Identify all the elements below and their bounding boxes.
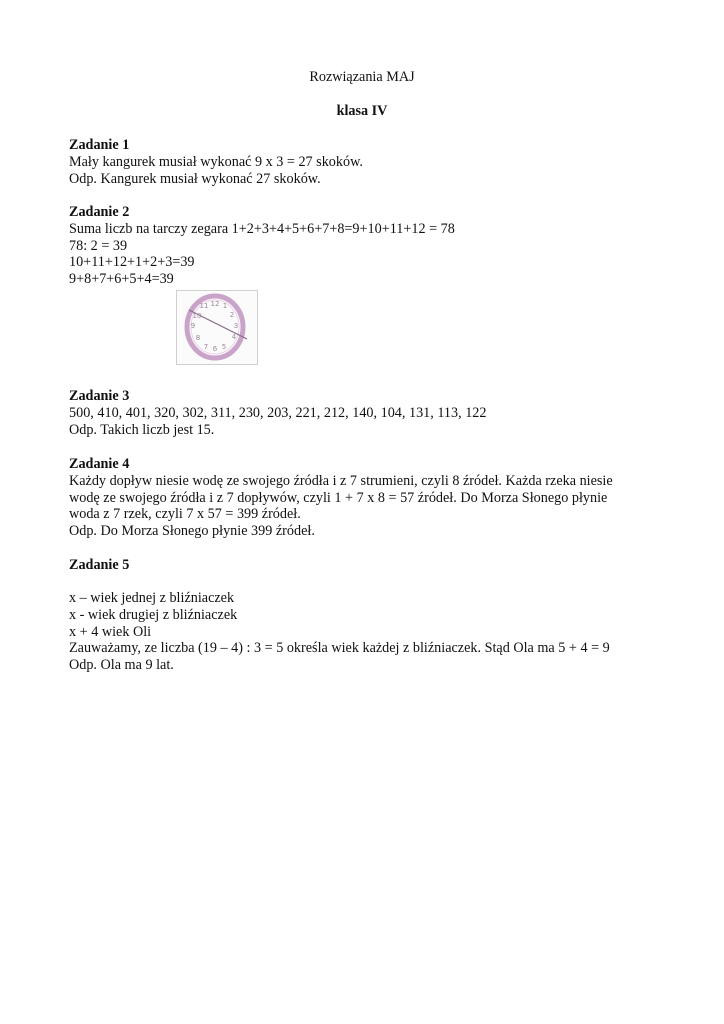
clock-numeral: 7 [203,343,209,351]
clock-numeral: 10 [192,312,202,320]
task-2 [69,204,669,288]
task-line: 10+11+12+1+2+3=39 [69,254,195,271]
task-line: Odp. Kangurek musiał wykonać 27 skoków. [69,170,321,187]
task-line: Odp. Takich liczb jest 15. [69,421,215,438]
clock-numeral: 5 [221,343,227,351]
clock-numeral: 6 [212,345,218,353]
task-line: Każdy dopływ niesie wodę ze swojego źródła i z 7 strumieni, czyli 8 źródeł. Każda rzeka niesie [69,472,613,489]
task-1 [69,137,669,187]
task-heading: Zadanie 5 [69,557,130,573]
clock-numeral: 3 [233,322,239,330]
clock-numeral: 12 [210,300,220,308]
task-line: woda z 7 rzek, czyli 7 x 57 = 399 źródeł. [69,506,301,523]
task-5-body [69,590,669,674]
task-line: 78: 2 = 39 [69,237,128,254]
task-line: x + 4 wiek Oli [69,623,152,640]
task-line: 500, 410, 401, 320, 302, 311, 230, 203, 221, 212, 140, 104, 131, 113, 122 [69,404,487,421]
task-5 [69,557,669,574]
task-line: x – wiek jednej z bliźniaczek [69,590,235,606]
document-subtitle: klasa IV [336,103,388,119]
task-4 [69,456,669,540]
task-line: Suma liczb na tarczy zegara 1+2+3+4+5+6+7+8=9+10+11+12 = 78 [69,220,455,237]
task-heading: Zadanie 1 [69,137,130,153]
task-line: x - wiek drugiej z bliźniaczek [69,606,238,623]
task-line: Zauważamy, ze liczba (19 – 4) : 3 = 5 określa wiek każdej z bliźniaczek. Stąd Ola ma 5 + 4 = 9 [69,640,610,657]
clock-numeral: 9 [190,322,196,330]
clock-numeral: 1 [222,302,228,310]
clock-face-icon [177,291,257,364]
clock-figure [176,290,258,365]
task-line: 9+8+7+6+5+4=39 [69,271,174,288]
document-title: Rozwiązania MAJ [309,69,415,85]
clock-numeral: 8 [195,334,201,342]
task-heading: Zadanie 3 [69,388,130,404]
task-line: Mały kangurek musiał wykonać 9 x 3 = 27 skoków. [69,153,363,170]
task-line: Odp. Ola ma 9 lat. [69,657,174,674]
clock-numeral: 2 [229,311,235,319]
task-heading: Zadanie 4 [69,456,130,472]
clock-numeral: 11 [199,302,209,310]
task-line: Odp. Do Morza Słonego płynie 399 źródeł. [69,523,315,540]
clock-numeral: 4 [231,333,237,341]
task-line: wodę ze swojego źródła i z 7 dopływów, czyli 1 + 7 x 8 = 57 źródeł. Do Morza Słonego płynie [69,489,608,506]
task-heading: Zadanie 2 [69,204,130,220]
task-3 [69,388,669,438]
